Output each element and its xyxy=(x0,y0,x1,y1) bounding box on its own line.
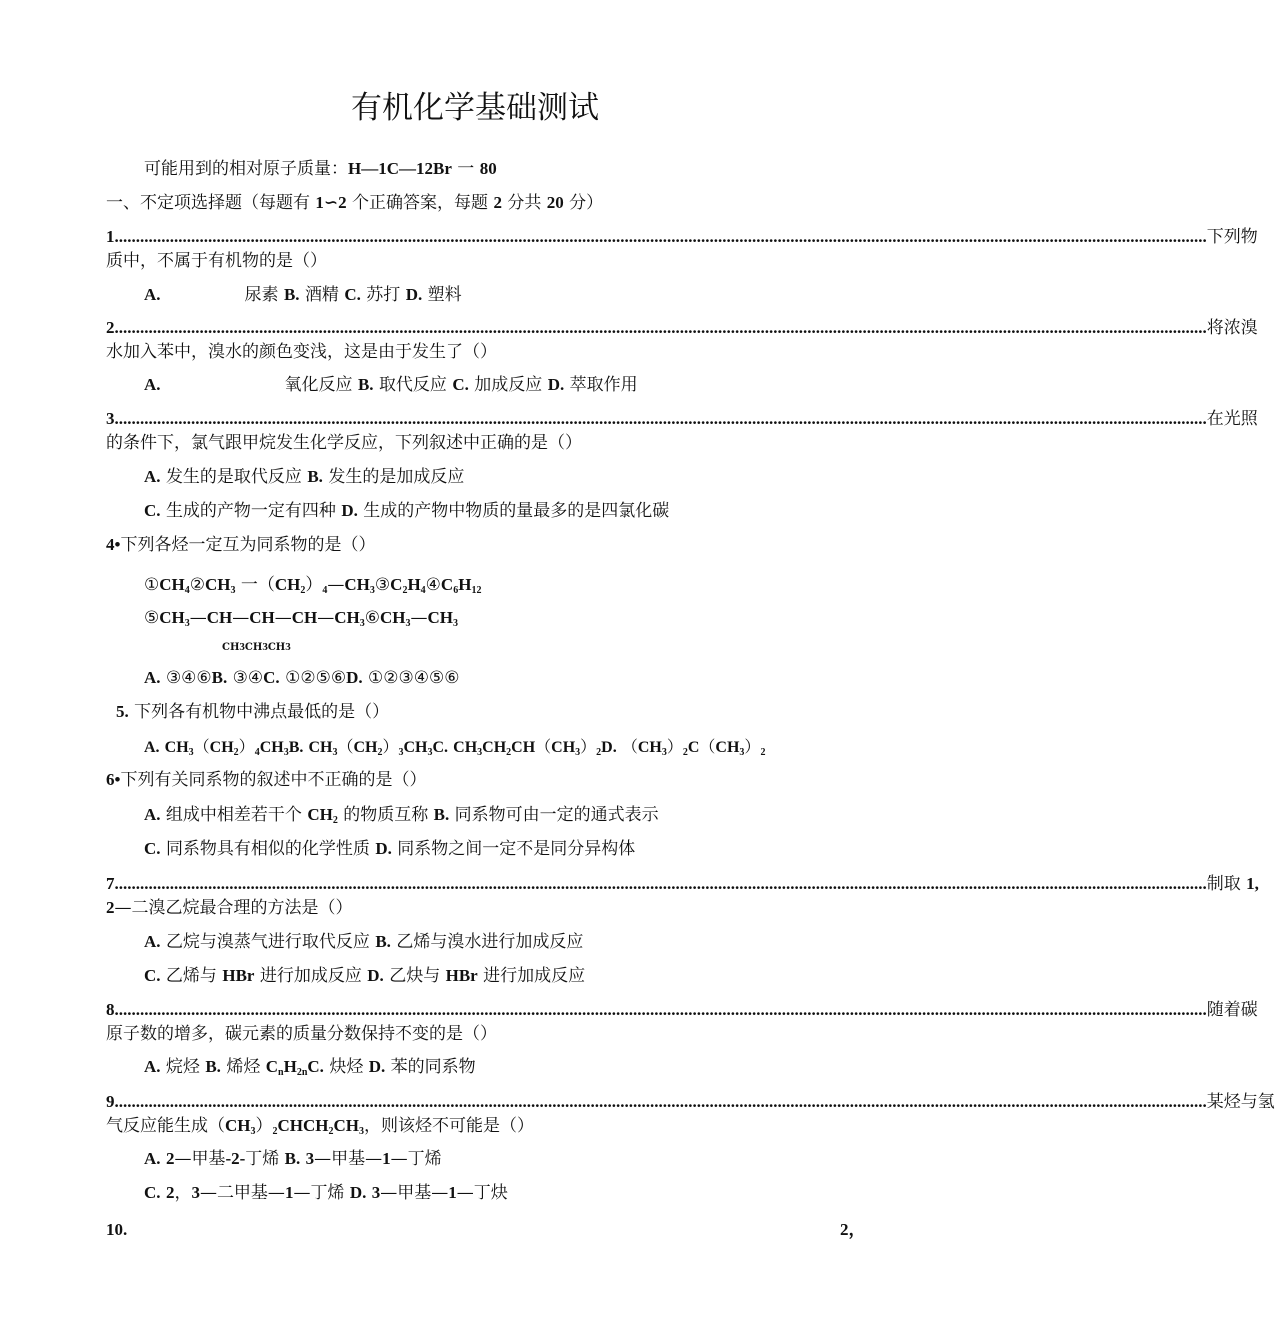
question-9-number: 9. xyxy=(106,1092,119,1111)
question-6-options-ab: A. 组成中相差若干个 $CH_2$ 的物质互称 B. 同系物可由一定的通式表示 xyxy=(144,805,659,826)
question-4-formula-line-1: $①CH_4②CH_3$ 一$(CH_2)_4—CH_3③C_2H_4④C_6H_{12}$ xyxy=(144,575,482,596)
question-6-stem: 6•下列有关同系物的叙述中不正确的是（） xyxy=(106,770,427,790)
question-4-formula-line-2: $⑤CH_3—CH—CH—CH—CH_3⑥CH_3—CH_3$ xyxy=(144,608,458,629)
question-2-options: A. 氧化反应 B. 取代反应 C. 加成反应 D. 萃取作用 xyxy=(144,375,638,395)
question-7-stem: 2—二溴乙烷最合理的方法是（） xyxy=(106,898,353,918)
section-heading: 一、不定项选择题（每题有 1∽2 个正确答案，每题 2 分共 20 分） xyxy=(106,193,604,213)
question-4-options: A. ③④⑥B. ③④C. ①②⑤⑥D. ①②③④⑤⑥ xyxy=(144,668,460,688)
question-9-lead-tail: 某烃与氢 xyxy=(1206,1092,1275,1112)
atomic-mass-note: 可能用到的相对原子质量：H—1C—12Br 一 80 xyxy=(144,159,497,179)
leader-dots: ................................................................................................................................................................................................................................................................ xyxy=(118,409,1207,428)
question-7-lead-tail: 制取 1, xyxy=(1206,874,1259,894)
question-3-lead xyxy=(106,407,1258,431)
question-1-options: A. 尿素 B. 酒精 C. 苏打 D. 塑料 xyxy=(144,285,462,305)
question-10-tail: 2， xyxy=(840,1220,866,1239)
question-1-lead xyxy=(106,225,1258,249)
question-8-number: 8. xyxy=(106,1000,119,1019)
question-1-number: 1. xyxy=(106,227,119,246)
question-5-options: A. $CH_3(CH_2)_4CH_3B$. $CH_3(CH_2)_3CH_3C$. $CH_3CH_2CH(CH_3)_2D$. $(CH_3)_2C(CH_3)_2$ xyxy=(144,737,766,758)
question-2-lead-tail: 将浓溴 xyxy=(1206,318,1258,338)
question-7-number: 7. xyxy=(106,874,119,893)
question-1-stem: 质中，不属于有机物的是（） xyxy=(106,251,327,271)
question-7-options-cd: C. 乙烯与 HBr 进行加成反应 D. 乙炔与 HBr 进行加成反应 xyxy=(144,966,586,986)
question-3-options-cd: C. 生成的产物一定有四种 D. 生成的产物中物质的量最多的是四氯化碳 xyxy=(144,501,670,521)
question-10-number: 10. xyxy=(106,1220,128,1239)
question-9-options-cd: C. 2，3—二甲基—1—丁烯 D. 3—甲基—1—丁炔 xyxy=(144,1183,508,1203)
question-7-options-ab: A. 乙烷与溴蒸气进行取代反应 B. 乙烯与溴水进行加成反应 xyxy=(144,932,584,952)
question-9-stem: 气反应能生成$(CH_3)_2CHCH_2CH_3$，则该烃不可能是（） xyxy=(106,1116,534,1137)
question-8-options: A. 烷烃 B. 烯烃 $C_nH_{2n}C$. 炔烃 D. 苯的同系物 xyxy=(144,1057,476,1078)
question-3-number: 3. xyxy=(106,409,119,428)
question-3-lead-tail: 在光照 xyxy=(1206,409,1258,429)
question-2-stem: 水加入苯中，溴水的颜色变浅，这是由于发生了（） xyxy=(106,342,497,362)
question-9-options-ab: A. 2—甲基-2-丁烯 B. 3—甲基—1—丁烯 xyxy=(144,1149,442,1169)
question-3-stem: 的条件下，氯气跟甲烷发生化学反应，下列叙述中正确的是（） xyxy=(106,433,582,453)
question-7-lead xyxy=(106,872,1259,896)
question-9-lead xyxy=(106,1090,1275,1114)
question-5-stem: 5. 下列各有机物中沸点最低的是（） xyxy=(116,702,390,722)
leader-dots: ................................................................................................................................................................................................................................................................ xyxy=(118,227,1207,246)
question-2-lead xyxy=(106,316,1258,340)
page-title: 有机化学基础测试 xyxy=(351,90,599,126)
leader-dots: ................................................................................................................................................................................................................................................................ xyxy=(118,318,1207,337)
leader-dots: ................................................................................................................................................................................................................................................................ xyxy=(118,1092,1207,1111)
question-3-options-ab: A. 发生的是取代反应 B. 发生的是加成反应 xyxy=(144,467,465,487)
question-4-branch-labels: CH3CH3CH3 xyxy=(222,641,291,653)
question-1-lead-tail: 下列物 xyxy=(1206,227,1258,247)
leader-dots: ................................................................................................................................................................................................................................................................ xyxy=(118,874,1207,893)
question-8-lead xyxy=(106,998,1258,1022)
question-8-stem: 原子数的增多，碳元素的质量分数保持不变的是（） xyxy=(106,1024,497,1044)
question-6-options-cd: C. 同系物具有相似的化学性质 D. 同系物之间一定不是同分异构体 xyxy=(144,839,636,859)
question-8-lead-tail: 随着碳 xyxy=(1206,1000,1258,1020)
leader-dots: ................................................................................................................................................................................................................................................................ xyxy=(118,1000,1207,1019)
question-4-stem: 4•下列各烃一定互为同系物的是（） xyxy=(106,535,376,555)
question-2-number: 2. xyxy=(106,318,119,337)
